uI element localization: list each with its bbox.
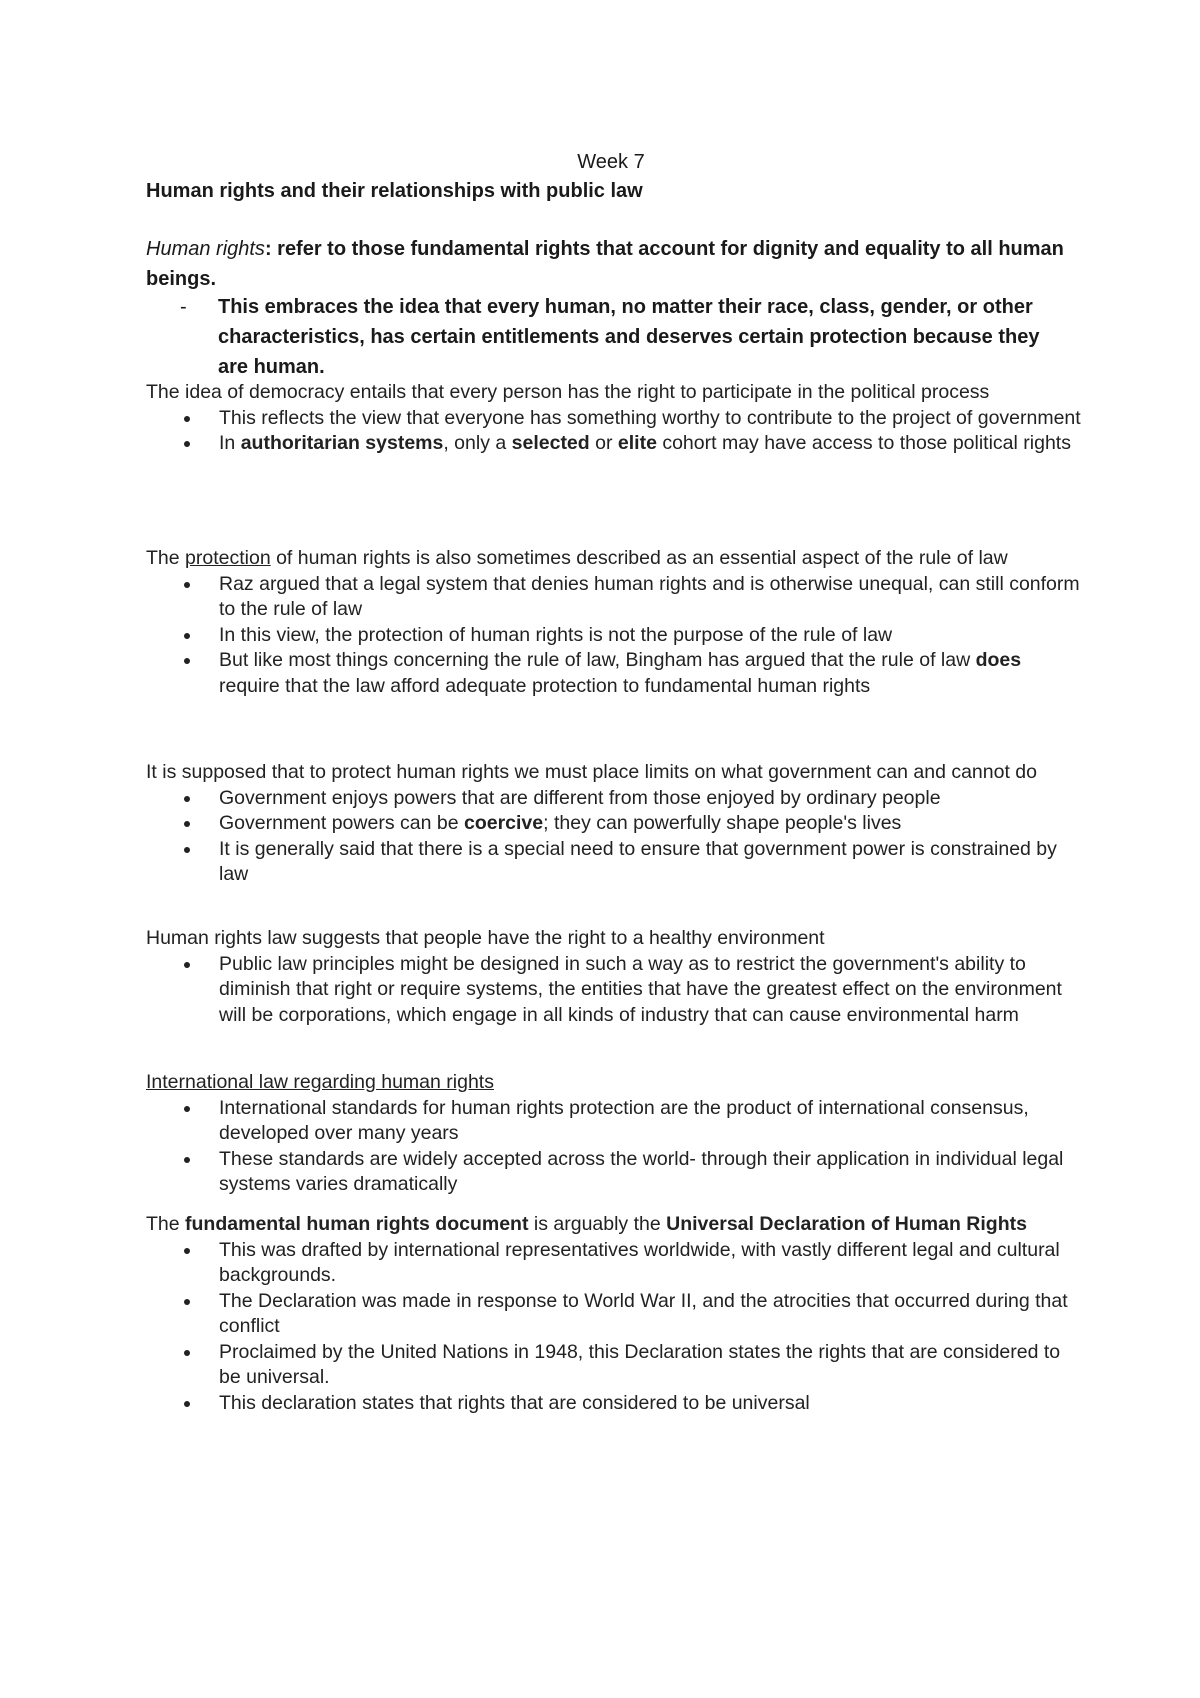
list-item — [146, 648, 1081, 699]
definition-text: : refer to those fundamental rights that account for dignity and equality to all human beings. — [146, 238, 1064, 290]
heading-text-part: is arguably the — [528, 1213, 667, 1235]
bullet-text-part: ; they can powerfully shape people's lives — [543, 812, 902, 834]
bullet-icon — [184, 658, 190, 664]
democracy-heading: The idea of democracy entails that every person has the right to participate in the political process — [146, 381, 990, 403]
heading-text-part: The — [146, 547, 186, 569]
dash-marker: - — [180, 296, 187, 318]
bullet-icon — [184, 847, 190, 853]
definition-term: Human rights — [146, 238, 265, 260]
bullet-icon — [184, 1299, 190, 1305]
bullet-text: Raz argued that a legal system that denies human rights and is otherwise unequal, can still conform to the rule of law — [219, 572, 1080, 620]
bullet-icon — [184, 821, 190, 827]
bold-text: coercive — [463, 812, 544, 834]
list-item — [146, 1096, 1081, 1147]
bullet-text: In this view, the protection of human rights is not the purpose of the rule of law — [219, 623, 893, 646]
list-item — [146, 1238, 1081, 1289]
week-heading: Week 7 — [577, 151, 645, 173]
bullet-text: This was drafted by international representatives worldwide, with vastly different legal and cultural backgrounds. — [219, 1238, 1060, 1286]
limits-heading: It is supposed that to protect human rights we must place limits on what government can and cannot do — [146, 761, 1037, 783]
democracy-bullets — [146, 406, 1081, 457]
udhr-section — [146, 1212, 1081, 1416]
bullet-text-part: require that the law afford adequate protection to fundamental human rights — [219, 674, 871, 697]
definition-dash-list — [146, 292, 1066, 382]
definition-paragraph — [146, 234, 1066, 294]
bullet-icon — [184, 1248, 190, 1254]
bullet-text-part: , only a — [443, 432, 512, 454]
bullet-icon — [184, 1157, 190, 1163]
bullet-icon — [184, 416, 190, 422]
international-bullets — [146, 1096, 1081, 1198]
heading-text-part: The — [146, 1213, 186, 1235]
list-item — [146, 837, 1081, 888]
list-item — [146, 1289, 1081, 1340]
protection-section — [146, 546, 1081, 699]
list-item — [146, 952, 1081, 1029]
international-section — [146, 1070, 1081, 1198]
bold-text: authoritarian systems — [240, 432, 444, 454]
bullet-icon — [184, 582, 190, 588]
limits-section — [146, 760, 1081, 888]
bullet-text: Government enjoys powers that are different from those enjoyed by ordinary people — [219, 786, 941, 809]
environment-bullets — [146, 952, 1081, 1029]
dash-item-text: This embraces the idea that every human, no matter their race, class, gender, or other characteristics, has certain entitlements and deserves certain protection because they are human. — [218, 296, 1040, 378]
limits-bullets — [146, 786, 1081, 888]
list-item — [146, 406, 1081, 432]
list-item — [146, 1147, 1081, 1198]
bullet-text: It is generally said that there is a special need to ensure that government power is constrained by law — [219, 837, 1057, 885]
bullet-text: Proclaimed by the United Nations in 1948, this Declaration states the rights that are considered to be universal. — [219, 1340, 1061, 1388]
bold-text: elite — [617, 432, 657, 454]
bullet-text: Public law principles might be designed in such a way as to restrict the government's ability to diminish that right or require systems, the entities that have the greatest effect on the environment will be corporations, which engage in all kinds of industry that can cause environmental harm — [219, 952, 1062, 1026]
bullet-text-part: Government powers can be — [219, 812, 464, 834]
bullet-text: These standards are widely accepted across the world- through their application in individual legal systems varies dramatically — [219, 1147, 1064, 1195]
bullet-text-part: But like most things concerning the rule of law, Bingham has argued that the rule of law — [219, 649, 976, 671]
bullet-text: International standards for human rights protection are the product of international consensus, developed over many years — [219, 1096, 1029, 1144]
environment-heading: Human rights law suggests that people have the right to a healthy environment — [146, 927, 825, 949]
protection-heading — [146, 546, 1081, 572]
document-title: Human rights and their relationships with public law — [146, 180, 643, 202]
democracy-section — [146, 380, 1081, 457]
bullet-icon — [184, 962, 190, 968]
heading-text-part: of human rights is also sometimes described as an essential aspect of the rule of law — [270, 547, 1008, 569]
bold-text: does — [975, 649, 1022, 671]
list-item — [146, 431, 1081, 457]
bullet-text: This reflects the view that everyone has something worthy to contribute to the project of government — [219, 406, 1081, 429]
udhr-bullets — [146, 1238, 1081, 1417]
list-item — [146, 623, 1081, 649]
list-item — [146, 1391, 1081, 1417]
bullet-icon — [184, 441, 190, 447]
bullet-text: The Declaration was made in response to World War II, and the atrocities that occurred during that conflict — [219, 1289, 1068, 1337]
international-heading: International law regarding human rights — [146, 1071, 494, 1093]
bullet-text: This declaration states that rights that are considered to be universal — [219, 1391, 810, 1414]
udhr-heading — [146, 1212, 1081, 1238]
bold-text: Universal Declaration of Human Rights — [666, 1213, 1027, 1235]
bullet-icon — [184, 633, 190, 639]
bullet-text-part: or — [589, 432, 618, 454]
bullet-icon — [184, 1350, 190, 1356]
bullet-text-part: cohort may have access to those political rights — [656, 432, 1071, 454]
bold-text: selected — [511, 432, 590, 454]
list-item — [146, 811, 1081, 837]
list-item — [146, 786, 1081, 812]
underlined-text: protection — [185, 547, 271, 569]
bullet-text-part: In — [219, 432, 241, 454]
environment-section — [146, 926, 1081, 1028]
bold-text: fundamental human rights document — [185, 1213, 529, 1235]
list-item — [146, 572, 1081, 623]
protection-bullets — [146, 572, 1081, 700]
dash-item — [146, 292, 1066, 382]
bullet-icon — [184, 796, 190, 802]
bullet-icon — [184, 1106, 190, 1112]
bullet-icon — [184, 1401, 190, 1407]
list-item — [146, 1340, 1081, 1391]
